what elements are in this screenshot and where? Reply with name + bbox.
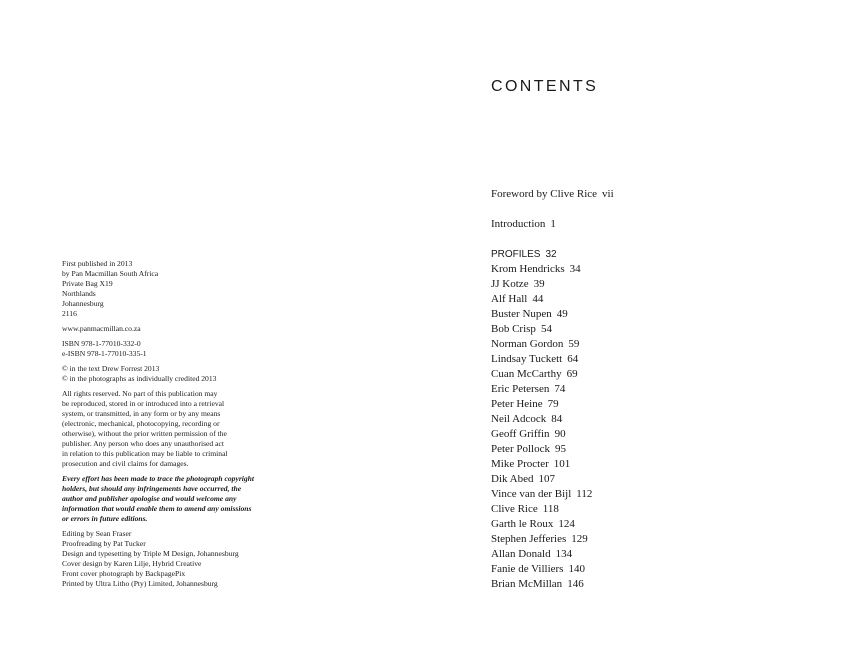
toc-entry-title: Peter Heine <box>491 398 543 410</box>
toc-entry <box>491 323 552 336</box>
toc-entry <box>491 473 555 486</box>
imprint-line: or errors in future editions. <box>62 514 148 523</box>
toc-entry-page: 39 <box>533 278 545 290</box>
toc-entry-page: 32 <box>545 249 557 260</box>
toc-entry-page: 79 <box>547 398 559 410</box>
toc-entry-title: Geoff Griffin <box>491 428 550 440</box>
imprint-line: Cover design by Karen Lilje, Hybrid Creative <box>62 559 202 568</box>
imprint-line: be reproduced, stored in or introduced into a retrieval <box>62 399 225 408</box>
toc-entry-title: Buster Nupen <box>491 308 552 320</box>
toc-entry <box>491 458 570 471</box>
toc-entry <box>491 548 572 561</box>
toc-entry-page: 146 <box>567 578 584 590</box>
imprint-line: Printed by Ultra Litho (Pty) Limited, Johannesburg <box>62 579 218 588</box>
toc-entry-title: Alf Hall <box>491 293 528 305</box>
toc-entry-title: Bob Crisp <box>491 323 536 335</box>
imprint-page <box>62 259 322 594</box>
toc-entry-page: 64 <box>567 353 579 365</box>
imprint-line: (electronic, mechanical, photocopying, recording or <box>62 419 220 428</box>
toc-entry-page: 112 <box>576 488 593 500</box>
toc-entry-page: 44 <box>532 293 544 305</box>
toc-entry-title: Peter Pollock <box>491 443 550 455</box>
toc-entry-page: 140 <box>568 563 585 575</box>
toc-entry <box>491 188 614 201</box>
imprint-line: Proofreading by Pat Tucker <box>62 539 146 548</box>
imprint-line: All rights reserved. No part of this publication may <box>62 389 218 398</box>
toc-entry <box>491 503 559 516</box>
toc-entry-title: Brian McMillan <box>491 578 563 590</box>
toc-entry <box>491 398 559 411</box>
toc-entry-title: Mike Procter <box>491 458 549 470</box>
toc-entry-title: Stephen Jefferies <box>491 533 567 545</box>
toc-entry-title: Garth le Roux <box>491 518 554 530</box>
website-block <box>62 324 322 334</box>
imprint-line: holders, but should any infringements have occurred, the <box>62 484 242 493</box>
imprint-line: ISBN 978-1-77010-332-0 <box>62 339 141 348</box>
toc-entry <box>491 368 578 381</box>
toc-entry <box>491 428 566 441</box>
toc-entry <box>491 218 556 231</box>
toc-entry-page: 59 <box>568 338 580 350</box>
contents-heading: CONTENTS <box>491 78 599 95</box>
imprint-line: Northlands <box>62 289 96 298</box>
rights-block <box>62 389 322 469</box>
imprint-line: © in the photographs as individually credited 2013 <box>62 374 217 383</box>
toc-entry <box>491 383 565 396</box>
toc-entry-title: Allan Donald <box>491 548 551 560</box>
toc-entry-title: Dik Abed <box>491 473 534 485</box>
imprint-line: 2116 <box>62 309 77 318</box>
toc-entry-title: Lindsay Tuckett <box>491 353 563 365</box>
toc-entry <box>491 488 592 501</box>
toc-entry <box>491 308 568 321</box>
imprint-line: Johannesburg <box>62 299 104 308</box>
toc-entry-page: 84 <box>551 413 563 425</box>
toc-entry-page: 134 <box>555 548 573 560</box>
website-text: www.panmacmillan.co.za <box>62 324 141 333</box>
isbn-block <box>62 339 322 359</box>
toc-entry-title: Clive Rice <box>491 503 538 515</box>
toc-entry <box>491 338 579 351</box>
toc-entry-title: Fanie de Villiers <box>491 563 564 575</box>
imprint-line: Front cover photograph by BackpagePix <box>62 569 186 578</box>
imprint-line: First published in 2013 <box>62 259 133 268</box>
toc-entry-title: Introduction <box>491 218 546 230</box>
toc-entry-title: Cuan McCarthy <box>491 368 562 380</box>
toc-entry <box>491 443 566 456</box>
toc-entry <box>491 533 588 546</box>
toc-entry-title: Neil Adcock <box>491 413 547 425</box>
toc-entry-title: Eric Petersen <box>491 383 550 395</box>
imprint-line: Private Bag X19 <box>62 279 113 288</box>
imprint-line: e-ISBN 978-1-77010-335-1 <box>62 349 147 358</box>
imprint-line: © in the text Drew Forrest 2013 <box>62 364 160 373</box>
imprint-line: publisher. Any person who does any unauthorised act <box>62 439 224 448</box>
toc-entry-title: Norman Gordon <box>491 338 564 350</box>
toc-entry <box>491 248 557 261</box>
imprint-line: Editing by Sean Fraser <box>62 529 132 538</box>
toc-entry-page: 124 <box>558 518 575 530</box>
toc-entry-page: 101 <box>553 458 571 470</box>
imprint-line: information that would enable them to amend any omissions <box>62 504 252 513</box>
imprint-line: Every effort has been made to trace the photograph copyright <box>62 474 255 483</box>
toc-entry <box>491 563 585 576</box>
imprint-line: otherwise), without the prior written permission of the <box>62 429 227 438</box>
imprint-line: prosecution and civil claims for damages. <box>62 459 189 468</box>
imprint-line: Design and typesetting by Triple M Design, Johannesburg <box>62 549 239 558</box>
toc-entry-title: Foreword by Clive Rice <box>491 188 598 200</box>
toc-entry-title: Krom Hendricks <box>491 263 565 275</box>
toc-entry-page: 54 <box>540 323 552 335</box>
notice-block <box>62 474 322 524</box>
toc-entry-page: vii <box>602 188 614 200</box>
publisher-block <box>62 259 322 319</box>
toc-entry-page: 107 <box>538 473 555 485</box>
imprint-line: in relation to this publication may be liable to criminal <box>62 449 228 458</box>
toc-entry-title: JJ Kotze <box>491 278 529 290</box>
toc-entry <box>491 518 575 531</box>
toc-entry-page: 49 <box>556 308 568 320</box>
toc-entry-page: 118 <box>542 503 559 515</box>
toc-entry-page: 95 <box>554 443 566 455</box>
toc-entry-page: 129 <box>571 533 588 545</box>
toc-entry <box>491 578 584 591</box>
toc-entry <box>491 293 543 306</box>
imprint-line: by Pan Macmillan South Africa <box>62 269 159 278</box>
toc-entry <box>491 278 545 291</box>
toc-entry-page: 74 <box>554 383 566 395</box>
toc-entry <box>491 263 581 276</box>
toc-entry-page: 69 <box>566 368 578 380</box>
imprint-line: system, or transmitted, in any form or by any means <box>62 409 221 418</box>
toc-entry-page: 34 <box>569 263 581 275</box>
credits-block <box>62 529 322 589</box>
imprint-line: author and publisher apologise and would welcome any <box>62 494 237 503</box>
toc-entry-title: Vince van der Bijl <box>491 488 572 500</box>
copyright-block <box>62 364 322 384</box>
toc-entry <box>491 353 578 366</box>
toc-entry-page: 1 <box>550 218 556 230</box>
toc-entry-title: PROFILES <box>491 249 541 260</box>
toc-entry <box>491 413 562 426</box>
toc-entry-page: 90 <box>554 428 566 440</box>
